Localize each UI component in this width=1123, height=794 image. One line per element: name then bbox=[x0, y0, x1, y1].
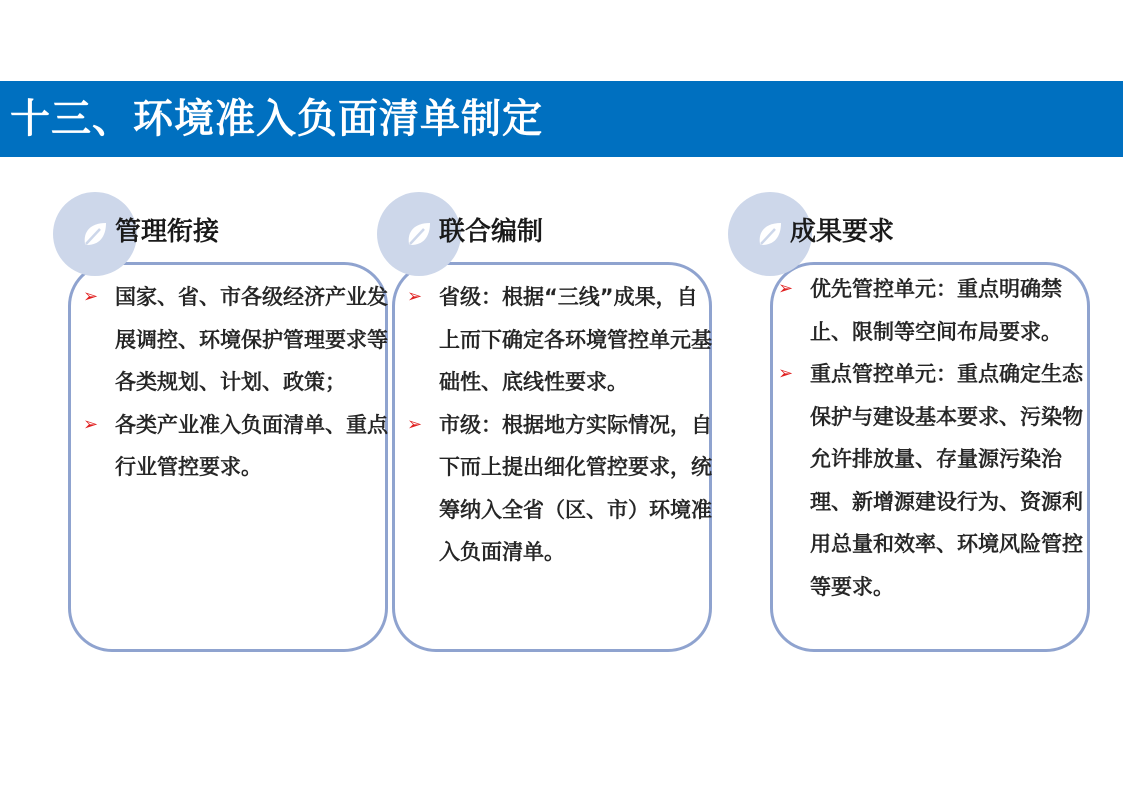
list-item-text: 国家、省、市各级经济产业发展调控、环境保护管理要求等各类规划、计划、政策； bbox=[115, 285, 388, 394]
column-heading: 管理衔接 bbox=[115, 217, 220, 247]
arrow-bullet-icon: ➢ bbox=[778, 278, 794, 299]
list-item-text: 优先管控单元：重点明确禁止、限制等空间布局要求。 bbox=[810, 277, 1062, 344]
list-item bbox=[778, 353, 1098, 608]
column-joint-compilation bbox=[377, 192, 717, 652]
column-heading: 成果要求 bbox=[790, 217, 895, 247]
list-item bbox=[83, 276, 393, 404]
list-item-text: 省级：根据“三线”成果，自上而下确定各环境管控单元基础性、底线性要求。 bbox=[439, 285, 712, 394]
arrow-bullet-icon: ➢ bbox=[83, 286, 99, 307]
list-item-text: 市级：根据地方实际情况，自下而上提出细化管控要求，统筹纳入全省（区、市）环境准入负面清单。 bbox=[439, 412, 712, 564]
column-heading: 联合编制 bbox=[439, 217, 544, 247]
arrow-bullet-icon: ➢ bbox=[407, 413, 423, 435]
arrow-bullet-icon: ➢ bbox=[83, 413, 99, 435]
leaf-icon bbox=[78, 217, 112, 251]
list-item bbox=[407, 404, 717, 574]
column-management-link bbox=[53, 192, 393, 652]
arrow-bullet-icon: ➢ bbox=[407, 286, 423, 307]
column-outcome-requirements bbox=[728, 192, 1083, 652]
leaf-icon bbox=[402, 217, 436, 251]
title-bar bbox=[0, 81, 1123, 157]
arrow-bullet-icon: ➢ bbox=[778, 363, 794, 384]
leaf-icon bbox=[753, 217, 787, 251]
bullet-list bbox=[83, 276, 393, 489]
list-item bbox=[778, 268, 1098, 353]
list-item-text: 重点管控单元：重点确定生态保护与建设基本要求、污染物允许排放量、存量源污染治理、新增源建设行为、资源利用总量和效率、环境风险管控等要求。 bbox=[810, 362, 1083, 599]
bullet-list bbox=[778, 268, 1098, 608]
bullet-list bbox=[407, 276, 717, 574]
list-item bbox=[83, 404, 393, 489]
page-title: 十三、环境准入负面清单制定 bbox=[10, 96, 543, 142]
list-item-text: 各类产业准入负面清单、重点行业管控要求。 bbox=[115, 412, 388, 479]
list-item bbox=[407, 276, 717, 404]
